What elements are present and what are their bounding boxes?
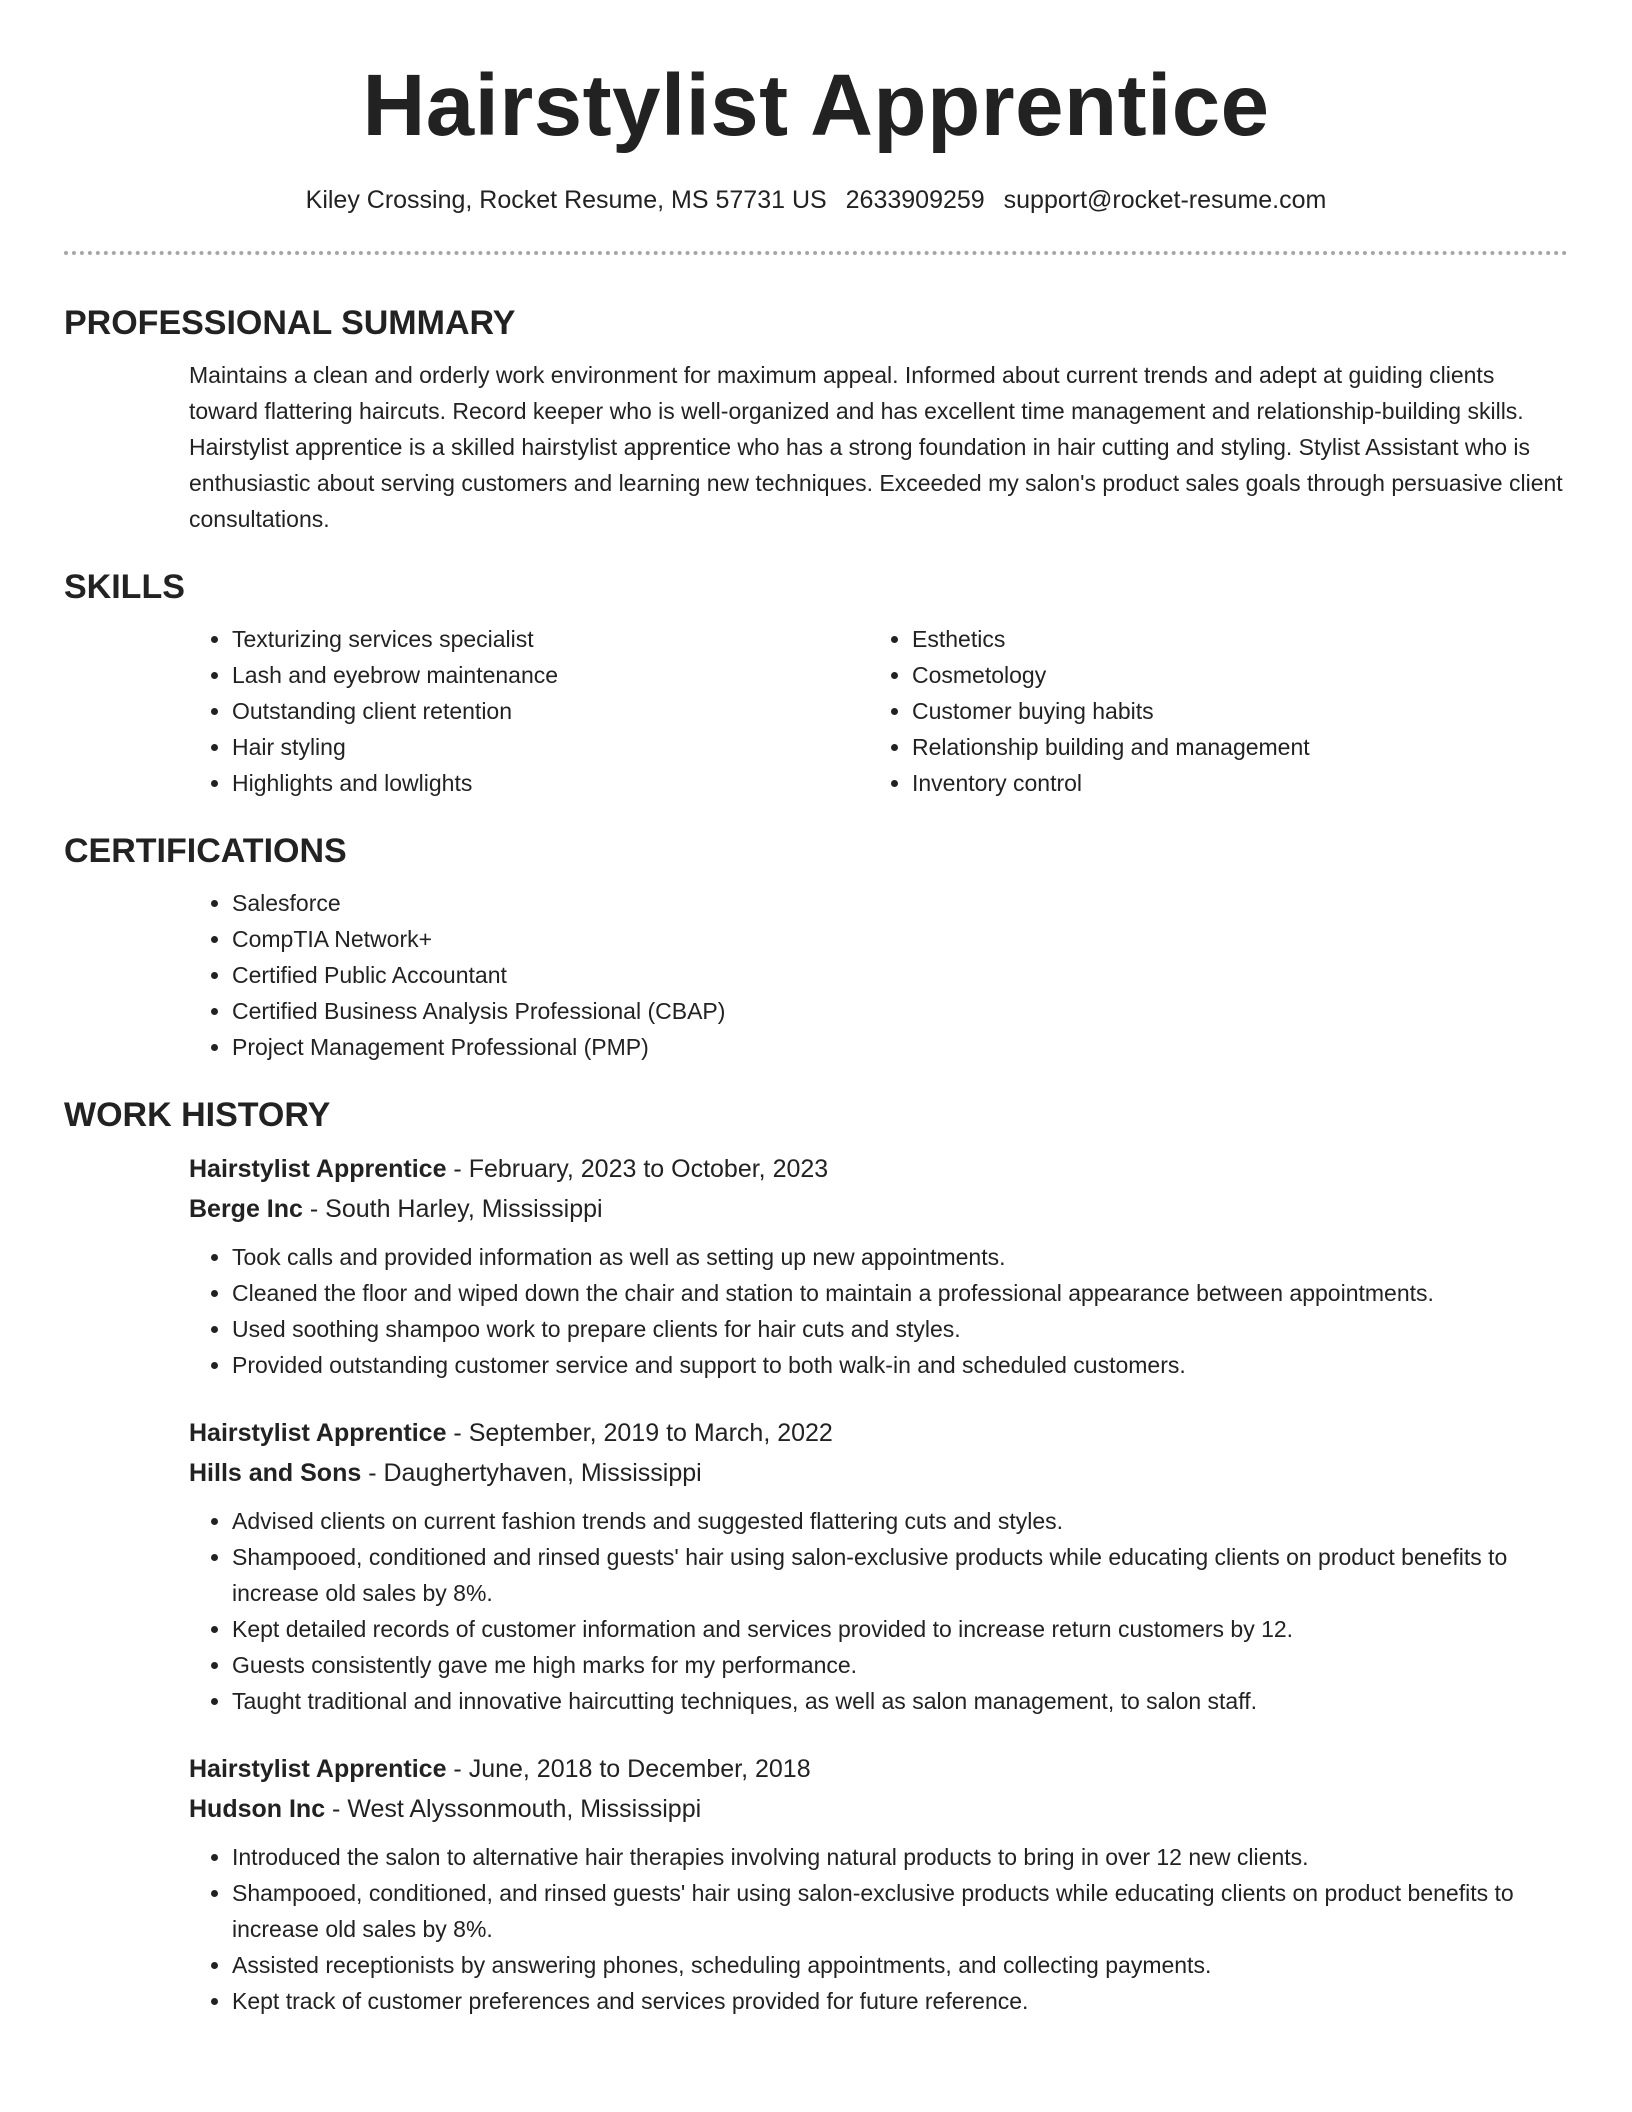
certification-item: • Certified Business Analysis Professional (CBAP) — [232, 993, 1568, 1029]
job-dates: - September, 2019 to March, 2022 — [446, 1419, 833, 1447]
certification-item: • Project Management Professional (PMP) — [232, 1029, 1568, 1065]
skill-item: • Lash and eyebrow maintenance — [232, 657, 869, 693]
job-company-line — [189, 1453, 1568, 1493]
job-dates: - June, 2018 to December, 2018 — [446, 1755, 811, 1783]
job-bullets — [189, 1239, 1568, 1383]
summary-text: Maintains a clean and orderly work environment for maximum appeal. Informed about current trends and adept at guiding clients toward flattering haircuts. Record keeper who is well-organized and has excellent time management and relationship-building skills. Hairstylist apprentice is a skilled hairstylist apprentice who has a strong foundation in hair cutting and styling. Stylist Assistant who is enthusiastic about serving customers and learning new techniques. Exceeded my salon's product sales goals through persuasive client consultations. — [189, 362, 1563, 532]
job-entry — [64, 1749, 1568, 2019]
certification-item: • Salesforce — [232, 885, 1568, 921]
job-company: Berge Inc — [189, 1195, 303, 1223]
job-role: Hairstylist Apprentice — [189, 1419, 447, 1447]
job-company-line — [189, 1189, 1568, 1229]
skills-grid — [189, 621, 1568, 801]
header-divider — [64, 251, 1568, 255]
job-bullet: • Used soothing shampoo work to prepare clients for hair cuts and styles. — [232, 1311, 1568, 1347]
job-bullet: • Taught traditional and innovative haircutting techniques, as well as salon management, to salon staff. — [232, 1683, 1568, 1719]
skills-list-left — [189, 621, 869, 801]
certification-item: • CompTIA Network+ — [232, 921, 1568, 957]
skills-column-right — [869, 621, 1549, 801]
skills-column-left — [189, 621, 869, 801]
certifications-list — [189, 885, 1568, 1065]
contact-line — [64, 183, 1568, 217]
job-company: Hudson Inc — [189, 1795, 326, 1823]
work-history-title: WORK HISTORY — [64, 1096, 331, 1134]
skill-item: • Esthetics — [912, 621, 1549, 657]
job-company-line — [189, 1789, 1568, 1829]
job-bullet: • Cleaned the floor and wiped down the chair and station to maintain a professional appearance between appointments. — [232, 1275, 1568, 1311]
skill-item: • Inventory control — [912, 765, 1549, 801]
job-bullets — [189, 1839, 1568, 2019]
job-bullet: • Kept detailed records of customer information and services provided to increase return customers by 12. — [232, 1611, 1568, 1647]
contact-phone: 2633909259 — [845, 186, 985, 214]
skill-item: • Customer buying habits — [912, 693, 1549, 729]
contact-email: support@rocket-resume.com — [1003, 186, 1327, 214]
job-role-line — [189, 1149, 1568, 1189]
job-bullet: • Guests consistently gave me high marks for my performance. — [232, 1647, 1568, 1683]
contact-address: Kiley Crossing, Rocket Resume, MS 57731 US — [305, 186, 827, 214]
job-bullet: • Introduced the salon to alternative hair therapies involving natural products to bring in over 12 new clients. — [232, 1839, 1568, 1875]
skills-list-right — [869, 621, 1549, 801]
skills-section — [64, 621, 1568, 801]
job-entry — [64, 1149, 1568, 1383]
skill-item: • Texturizing services specialist — [232, 621, 869, 657]
summary-title: PROFESSIONAL SUMMARY — [64, 304, 516, 342]
job-bullet: • Took calls and provided information as well as setting up new appointments. — [232, 1239, 1568, 1275]
job-location: - South Harley, Mississippi — [302, 1195, 603, 1223]
job-dates: - February, 2023 to October, 2023 — [446, 1155, 829, 1183]
job-bullet: • Shampooed, conditioned and rinsed guests' hair using salon-exclusive products while educating clients on product benefits to increase old sales by 8%. — [232, 1539, 1568, 1611]
summary-section — [64, 357, 1568, 537]
job-role: Hairstylist Apprentice — [189, 1155, 447, 1183]
job-location: - West Alyssonmouth, Mississippi — [325, 1795, 702, 1823]
job-company: Hills and Sons — [189, 1459, 362, 1487]
skill-item: • Relationship building and management — [912, 729, 1549, 765]
certifications-title: CERTIFICATIONS — [64, 832, 347, 870]
skill-item: • Cosmetology — [912, 657, 1549, 693]
skills-title: SKILLS — [64, 568, 185, 606]
job-role-line — [189, 1749, 1568, 1789]
certification-item: • Certified Public Accountant — [232, 957, 1568, 993]
job-bullet: • Assisted receptionists by answering phones, scheduling appointments, and collecting payments. — [232, 1947, 1568, 1983]
skill-item: • Hair styling — [232, 729, 869, 765]
skill-item: • Highlights and lowlights — [232, 765, 869, 801]
job-bullet: • Kept track of customer preferences and services provided for future reference. — [232, 1983, 1568, 2019]
job-location: - Daughertyhaven, Mississippi — [361, 1459, 702, 1487]
resume-name: Hairstylist Apprentice — [362, 57, 1270, 154]
certifications-section — [64, 885, 1568, 1065]
job-role: Hairstylist Apprentice — [189, 1755, 447, 1783]
job-role-line — [189, 1413, 1568, 1453]
job-bullet: • Advised clients on current fashion trends and suggested flattering cuts and styles. — [232, 1503, 1568, 1539]
job-bullet: • Shampooed, conditioned, and rinsed guests' hair using salon-exclusive products while educating clients on product benefits to increase old sales by 8%. — [232, 1875, 1568, 1947]
job-entry — [64, 1413, 1568, 1719]
skill-item: • Outstanding client retention — [232, 693, 869, 729]
job-bullet: • Provided outstanding customer service and support to both walk-in and scheduled customers. — [232, 1347, 1568, 1383]
job-bullets — [189, 1503, 1568, 1719]
